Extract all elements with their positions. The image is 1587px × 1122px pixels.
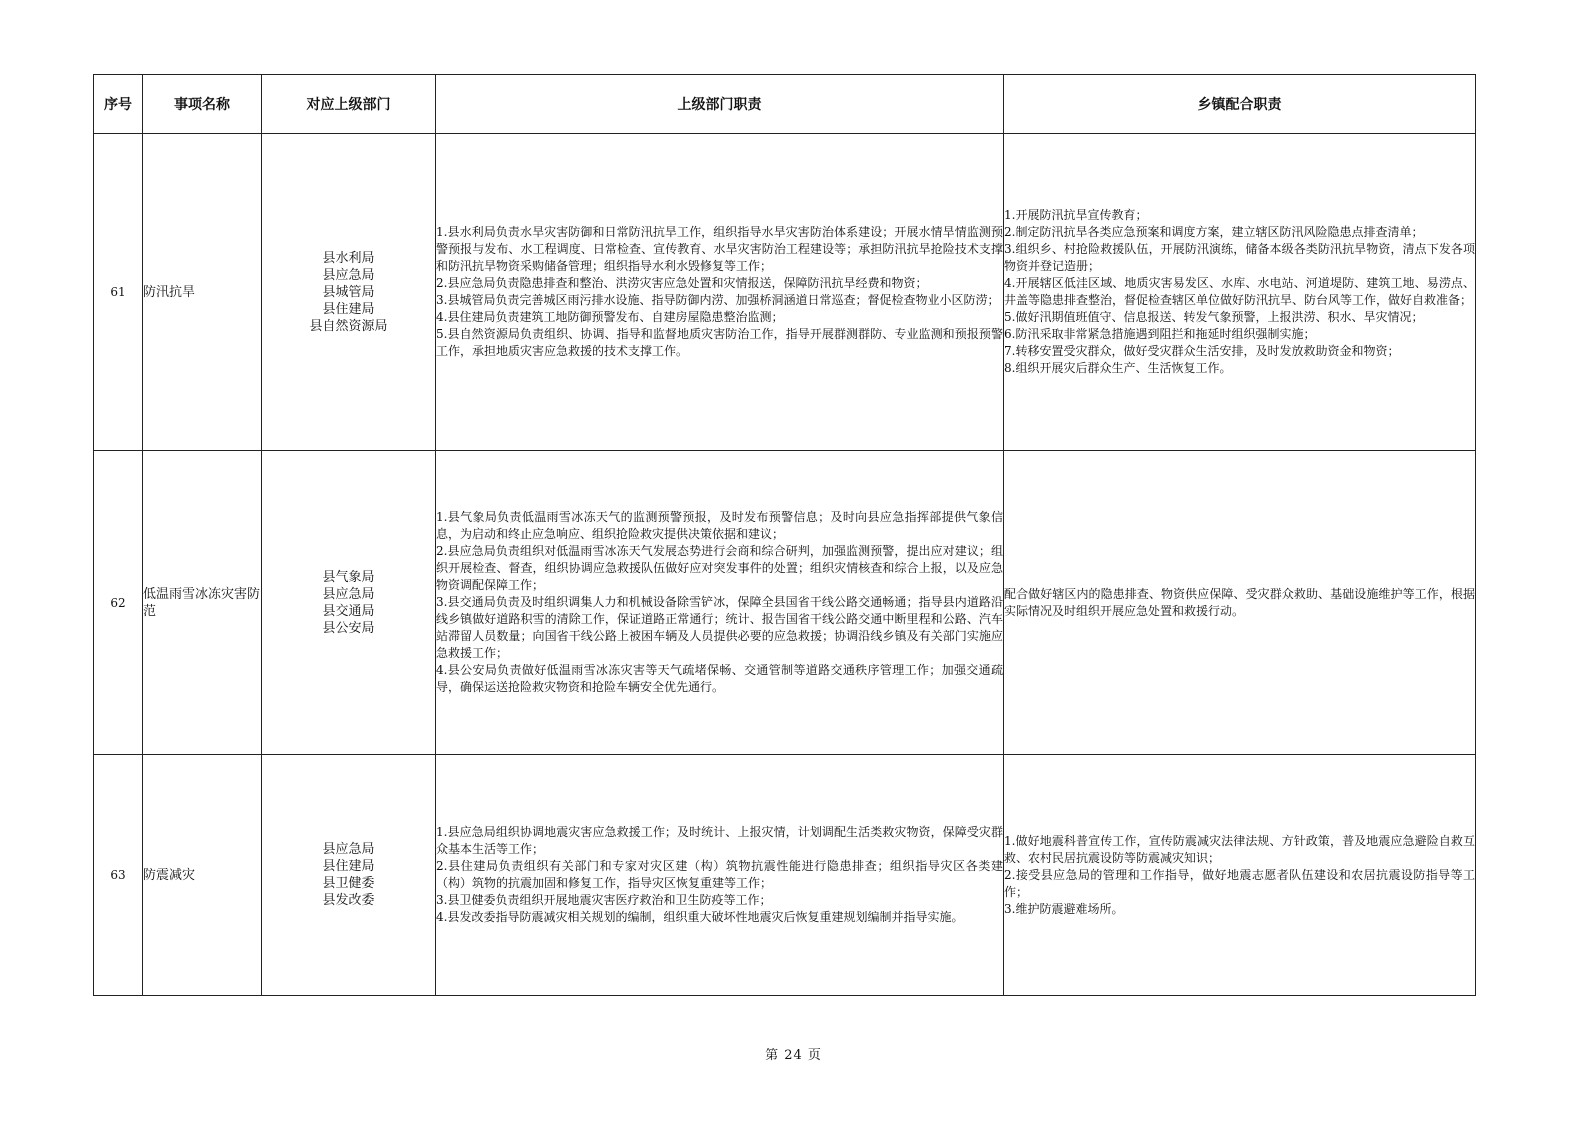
row-item-name: 防震减灾 bbox=[143, 755, 262, 996]
row-seq: 61 bbox=[94, 134, 143, 451]
row-seq: 62 bbox=[94, 451, 143, 755]
duty-item: 2.县应急局负责隐患排查和整治、洪涝灾害应急处置和灾情报送，保障防汛抗旱经费和物资； bbox=[436, 276, 928, 290]
row-seq: 63 bbox=[94, 755, 143, 996]
duty-item: 2.县住建局负责组织有关部门和专家对灾区建（构）筑物抗震性能进行隐患排查；组织指导灾区各类建（构）筑物的抗震加固和修复工作，指导灾区恢复重建等工作； bbox=[436, 859, 1003, 890]
town-duty-item: 7.转移安置受灾群众，做好受灾群众生活安排，及时发放救助资金和物资； bbox=[1004, 344, 1400, 358]
header-dept-duty: 上级部门职责 bbox=[436, 75, 1004, 134]
duty-item: 3.县卫健委负责组织开展地震灾害医疗救治和卫生防疫等工作； bbox=[436, 893, 772, 907]
header-town-duty: 乡镇配合职责 bbox=[1004, 75, 1476, 134]
header-seq: 序号 bbox=[94, 75, 143, 134]
town-duty-item: 3.维护防震避难场所。 bbox=[1004, 901, 1124, 916]
duty-item: 1.县应急局组织协调地震灾害应急救援工作；及时统计、上报灾情，计划调配生活类救灾物资，保障受灾群众基本生活等工作； bbox=[436, 825, 1003, 856]
town-duty-item: 1.做好地震科普宣传工作，宣传防震减灾法律法规、方针政策，普及地震应急避险自救互救、农村民居抗震设防等防震减灾知识； bbox=[1004, 833, 1475, 865]
town-duty-item: 配合做好辖区内的隐患排查、物资供应保障、受灾群众救助、基础设施维护等工作，根据实际情况及时组织开展应急处置和救援行动。 bbox=[1004, 586, 1475, 618]
duty-table bbox=[93, 74, 1476, 996]
duty-item: 3.县城管局负责完善城区雨污排水设施、指导防御内涝、加强桥洞涵道日常巡查；督促检查物业小区防涝； bbox=[436, 293, 1000, 307]
row-dept-duties bbox=[436, 755, 1004, 996]
row-town-duties bbox=[1004, 755, 1476, 996]
town-duty-item: 8.组织开展灾后群众生产、生活恢复工作。 bbox=[1004, 361, 1232, 375]
town-duty-item: 2.接受县应急局的管理和工作指导，做好地震志愿者队伍建设和农居抗震设防指导等工作； bbox=[1004, 867, 1475, 899]
row-depts bbox=[262, 134, 436, 451]
header-item-name: 事项名称 bbox=[143, 75, 262, 134]
dept-line: 县自然资源局 bbox=[309, 318, 388, 334]
duty-item: 1.县气象局负责低温雨雪冰冻天气的监测预警预报，及时发布预警信息；及时向县应急指挥部提供气象信息，为启动和终止应急响应、组织抢险救灾提供决策依据和建议； bbox=[436, 510, 1003, 541]
duty-item: 4.县住建局负责建筑工地防御预警发布、自建房屋隐患整治监测； bbox=[436, 310, 784, 324]
dept-line: 县水利局 bbox=[322, 250, 375, 266]
row-item-name: 低温雨雪冰冻灾害防范 bbox=[143, 451, 262, 755]
duty-item: 4.县公安局负责做好低温雨雪冰冻灾害等天气疏堵保畅、交通管制等道路交通秩序管理工作；加强交通疏导，确保运送抢险救灾物资和抢险车辆安全优先通行。 bbox=[436, 663, 1003, 694]
row-town-duties bbox=[1004, 134, 1476, 451]
duty-item: 2.县应急局负责组织对低温雨雪冰冻天气发展态势进行会商和综合研判，加强监测预警，提出应对建议；组织开展检查、督查，组织协调应急救援队伍做好应对突发事件的处置；组织灾情核查和综合上报，以及应急物资调配保障工作； bbox=[436, 544, 1003, 592]
row-town-duties bbox=[1004, 451, 1476, 755]
dept-line: 县卫健委 bbox=[322, 876, 375, 891]
dept-line: 县气象局 bbox=[322, 569, 375, 585]
duty-item: 3.县交通局负责及时组织调集人力和机械设备除雪铲冰，保障全县国省干线公路交通畅通；指导县内道路沿线乡镇做好道路积雪的清除工作，保证道路正常通行；统计、报告国省干线公路交通中断里程和公路、汽车站滞留人员数量；向国省干线公路上被困车辆及人员提供必要的应急救援；协调沿线乡镇及有关部门实施应急救援工作； bbox=[436, 595, 1003, 660]
duty-item: 5.县自然资源局负责组织、协调、指导和监督地质灾害防治工作，指导开展群测群防、专业监测和预报预警工作，承担地质灾害应急救援的技术支撑工作。 bbox=[436, 327, 1003, 358]
dept-line: 县应急局 bbox=[322, 842, 375, 857]
row-depts bbox=[262, 755, 436, 996]
dept-line: 县住建局 bbox=[322, 859, 375, 874]
town-duty-item: 3.组织乡、村抢险救援队伍，开展防汛演练，储备本级各类防汛抗旱物资，清点下发各项物资并登记造册； bbox=[1004, 242, 1475, 273]
table-row bbox=[94, 755, 1476, 996]
dept-line: 县应急局 bbox=[322, 267, 375, 283]
row-dept-duties bbox=[436, 134, 1004, 451]
table-row bbox=[94, 134, 1476, 451]
town-duty-item: 6.防汛采取非常紧急措施遇到阻拦和拖延时组织强制实施； bbox=[1004, 327, 1316, 341]
header-dept: 对应上级部门 bbox=[262, 75, 436, 134]
dept-line: 县交通局 bbox=[322, 603, 375, 619]
row-depts bbox=[262, 451, 436, 755]
row-dept-duties bbox=[436, 451, 1004, 755]
town-duty-item: 2.制定防汛抗旱各类应急预案和调度方案，建立辖区防汛风险隐患点排查清单； bbox=[1004, 225, 1424, 239]
page-number: 第 24 页 bbox=[765, 1048, 822, 1063]
dept-line: 县应急局 bbox=[322, 586, 375, 602]
duty-item: 4.县发改委指导防震减灾相关规划的编制，组织重大破坏性地震灾后恢复重建规划编制并指导实施。 bbox=[436, 910, 964, 924]
town-duty-item: 4.开展辖区低洼区域、地质灾害易发区、水库、水电站、河道堤防、建筑工地、易涝点、井盖等隐患排查整治，督促检查辖区单位做好防汛抗旱、防台风等工作，做好自救准备； bbox=[1004, 276, 1475, 307]
row-item-name: 防汛抗旱 bbox=[143, 134, 262, 451]
dept-line: 县公安局 bbox=[322, 620, 375, 636]
duty-item: 1.县水利局负责水旱灾害防御和日常防汛抗旱工作，组织指导水旱灾害防治体系建设；开展水情旱情监测预警预报与发布、水工程调度、日常检查、宣传教育、水旱灾害防治工程建设等；承担防汛抗旱抢险技术支撑和防汛抗旱物资采购储备管理；组织指导水利水毁修复等工作； bbox=[436, 225, 1003, 273]
town-duty-item: 5.做好汛期值班值守、信息报送、转发气象预警，上报洪涝、积水、旱灾情况； bbox=[1004, 310, 1424, 324]
dept-line: 县住建局 bbox=[322, 301, 375, 317]
header-row bbox=[94, 75, 1476, 134]
dept-line: 县发改委 bbox=[322, 893, 375, 908]
dept-line: 县城管局 bbox=[322, 284, 375, 300]
table-row bbox=[94, 451, 1476, 755]
town-duty-item: 1.开展防汛抗旱宣传教育； bbox=[1004, 208, 1148, 222]
